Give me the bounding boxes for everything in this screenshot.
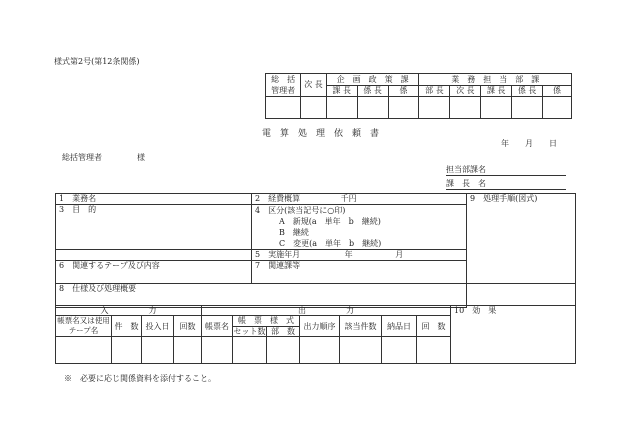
io-out-times: 回 数 <box>417 316 451 337</box>
document-title: 電 算 処 理 依 頼 書 <box>262 129 380 139</box>
approval-jicho: 次 長 <box>301 74 327 97</box>
field-mokuteki[interactable] <box>56 205 252 250</box>
stamp-cell[interactable] <box>301 97 327 119</box>
label-keihi: 2 経費概算 <box>255 194 301 203</box>
jisshi-year: 年 <box>344 250 353 259</box>
io-out-set: セット数 <box>233 326 266 336</box>
io-out-count: 該当件数 <box>340 316 382 337</box>
approval-kikaku-col: 課 長 <box>326 85 357 97</box>
kubun-option-b[interactable]: B 継続 <box>279 228 309 237</box>
io-cell[interactable] <box>267 337 300 364</box>
stamp-cell[interactable] <box>388 97 419 119</box>
io-out-form-name: 帳票名 <box>202 316 233 337</box>
stamp-cell[interactable] <box>512 97 543 119</box>
label-mokuteki: 3 目 的 <box>59 205 97 214</box>
io-input-header: 入 力 <box>56 306 202 316</box>
approval-kikaku-col: 係 <box>388 85 419 97</box>
label-kanren: 7 関連課等 <box>255 261 301 270</box>
field-gyomumei[interactable] <box>56 194 252 205</box>
label-tape: 6 関連するテープ及び内容 <box>59 261 160 270</box>
io-in-count: 件 数 <box>112 316 142 337</box>
keihi-unit: 千円 <box>340 194 357 203</box>
main-form <box>55 193 576 308</box>
io-cell[interactable] <box>417 337 451 364</box>
stamp-cell[interactable] <box>266 97 301 119</box>
stamp-cell[interactable] <box>543 97 572 119</box>
approval-gyomu-col: 部 長 <box>419 85 450 97</box>
io-out-date: 納品日 <box>382 316 417 337</box>
stamp-cell[interactable] <box>481 97 512 119</box>
kubun-option-a[interactable]: A 新規(a 単年 b 継続) <box>279 217 381 226</box>
stamp-cell[interactable] <box>450 97 481 119</box>
io-cell[interactable] <box>56 337 112 364</box>
jisshi-month: 月 <box>395 250 404 259</box>
approval-gyomu-col: 次 長 <box>450 85 481 97</box>
field-shiyo[interactable] <box>56 284 467 308</box>
io-in-times: 回数 <box>174 316 202 337</box>
approval-sokatsu-line1: 総 括 <box>271 75 296 84</box>
addressee: 総括管理者 <box>62 153 102 162</box>
approval-box <box>265 73 572 119</box>
mokuteki-continuation <box>56 250 252 261</box>
label-shori-tejun: 9 処理手順(図式) <box>470 194 538 203</box>
label-gyomumei: 1 業務名 <box>59 194 97 203</box>
dept-label: 担当部課名 <box>446 165 486 174</box>
approval-sokatsu <box>266 74 301 97</box>
approval-sokatsu-line2: 管理者 <box>271 86 296 95</box>
field-tape[interactable] <box>56 261 252 284</box>
footnote: ※ 必要に応じ関係資料を添付すること。 <box>64 374 216 383</box>
dept-field[interactable] <box>446 164 566 176</box>
io-cell[interactable] <box>340 337 382 364</box>
manager-label: 課 長 名 <box>446 179 486 188</box>
io-cell[interactable] <box>233 337 267 364</box>
date-line: 年 月 日 <box>501 139 557 148</box>
manager-field[interactable] <box>446 178 566 190</box>
io-in-date: 投入日 <box>142 316 174 337</box>
field-koka[interactable] <box>451 306 576 364</box>
field-shori-tejun[interactable] <box>467 194 576 284</box>
label-jisshi: 5 実施年月 <box>255 250 301 259</box>
shori-tejun-continuation <box>467 284 576 308</box>
approval-kikaku-col: 係 長 <box>357 85 388 97</box>
field-keihi[interactable] <box>252 194 467 205</box>
io-cell[interactable] <box>112 337 142 364</box>
field-jisshi[interactable] <box>252 250 467 261</box>
label-shiyo: 8 仕様及び処理概要 <box>59 284 137 293</box>
io-cell[interactable] <box>300 337 340 364</box>
io-out-spec: 帳 票 様 式 <box>233 316 300 327</box>
io-out-parts: 部 数 <box>267 326 300 337</box>
io-table <box>55 305 576 364</box>
approval-gyomu-col: 係 長 <box>512 85 543 97</box>
stamp-cell[interactable] <box>419 97 450 119</box>
approval-gyomu-col: 課 長 <box>481 85 512 97</box>
io-cell[interactable] <box>142 337 174 364</box>
stamp-cell[interactable] <box>357 97 388 119</box>
approval-gyomu-header: 業 務 担 当 部 課 <box>419 74 572 86</box>
stamp-cell[interactable] <box>326 97 357 119</box>
io-output-header: 出 力 <box>202 306 451 316</box>
approval-kikaku-header: 企 画 政 策 課 <box>326 74 419 86</box>
field-kubun[interactable] <box>252 205 467 250</box>
io-in-tape-name: 帳票名又は使用テープ名 <box>57 316 110 336</box>
io-cell[interactable] <box>202 337 233 364</box>
label-kubun: 4 区分(該当記号に○印) <box>255 206 346 215</box>
kubun-option-c[interactable]: C 変更(a 単年 b 継続) <box>279 239 382 248</box>
approval-gyomu-col: 係 <box>543 85 572 97</box>
label-koka: 10 効 果 <box>454 306 497 315</box>
io-cell[interactable] <box>382 337 417 364</box>
honorific: 様 <box>137 153 145 162</box>
field-kanren[interactable] <box>252 261 467 284</box>
form-id: 様式第2号(第12条関係) <box>54 57 140 66</box>
io-out-order: 出力順序 <box>300 316 340 337</box>
io-cell[interactable] <box>174 337 202 364</box>
